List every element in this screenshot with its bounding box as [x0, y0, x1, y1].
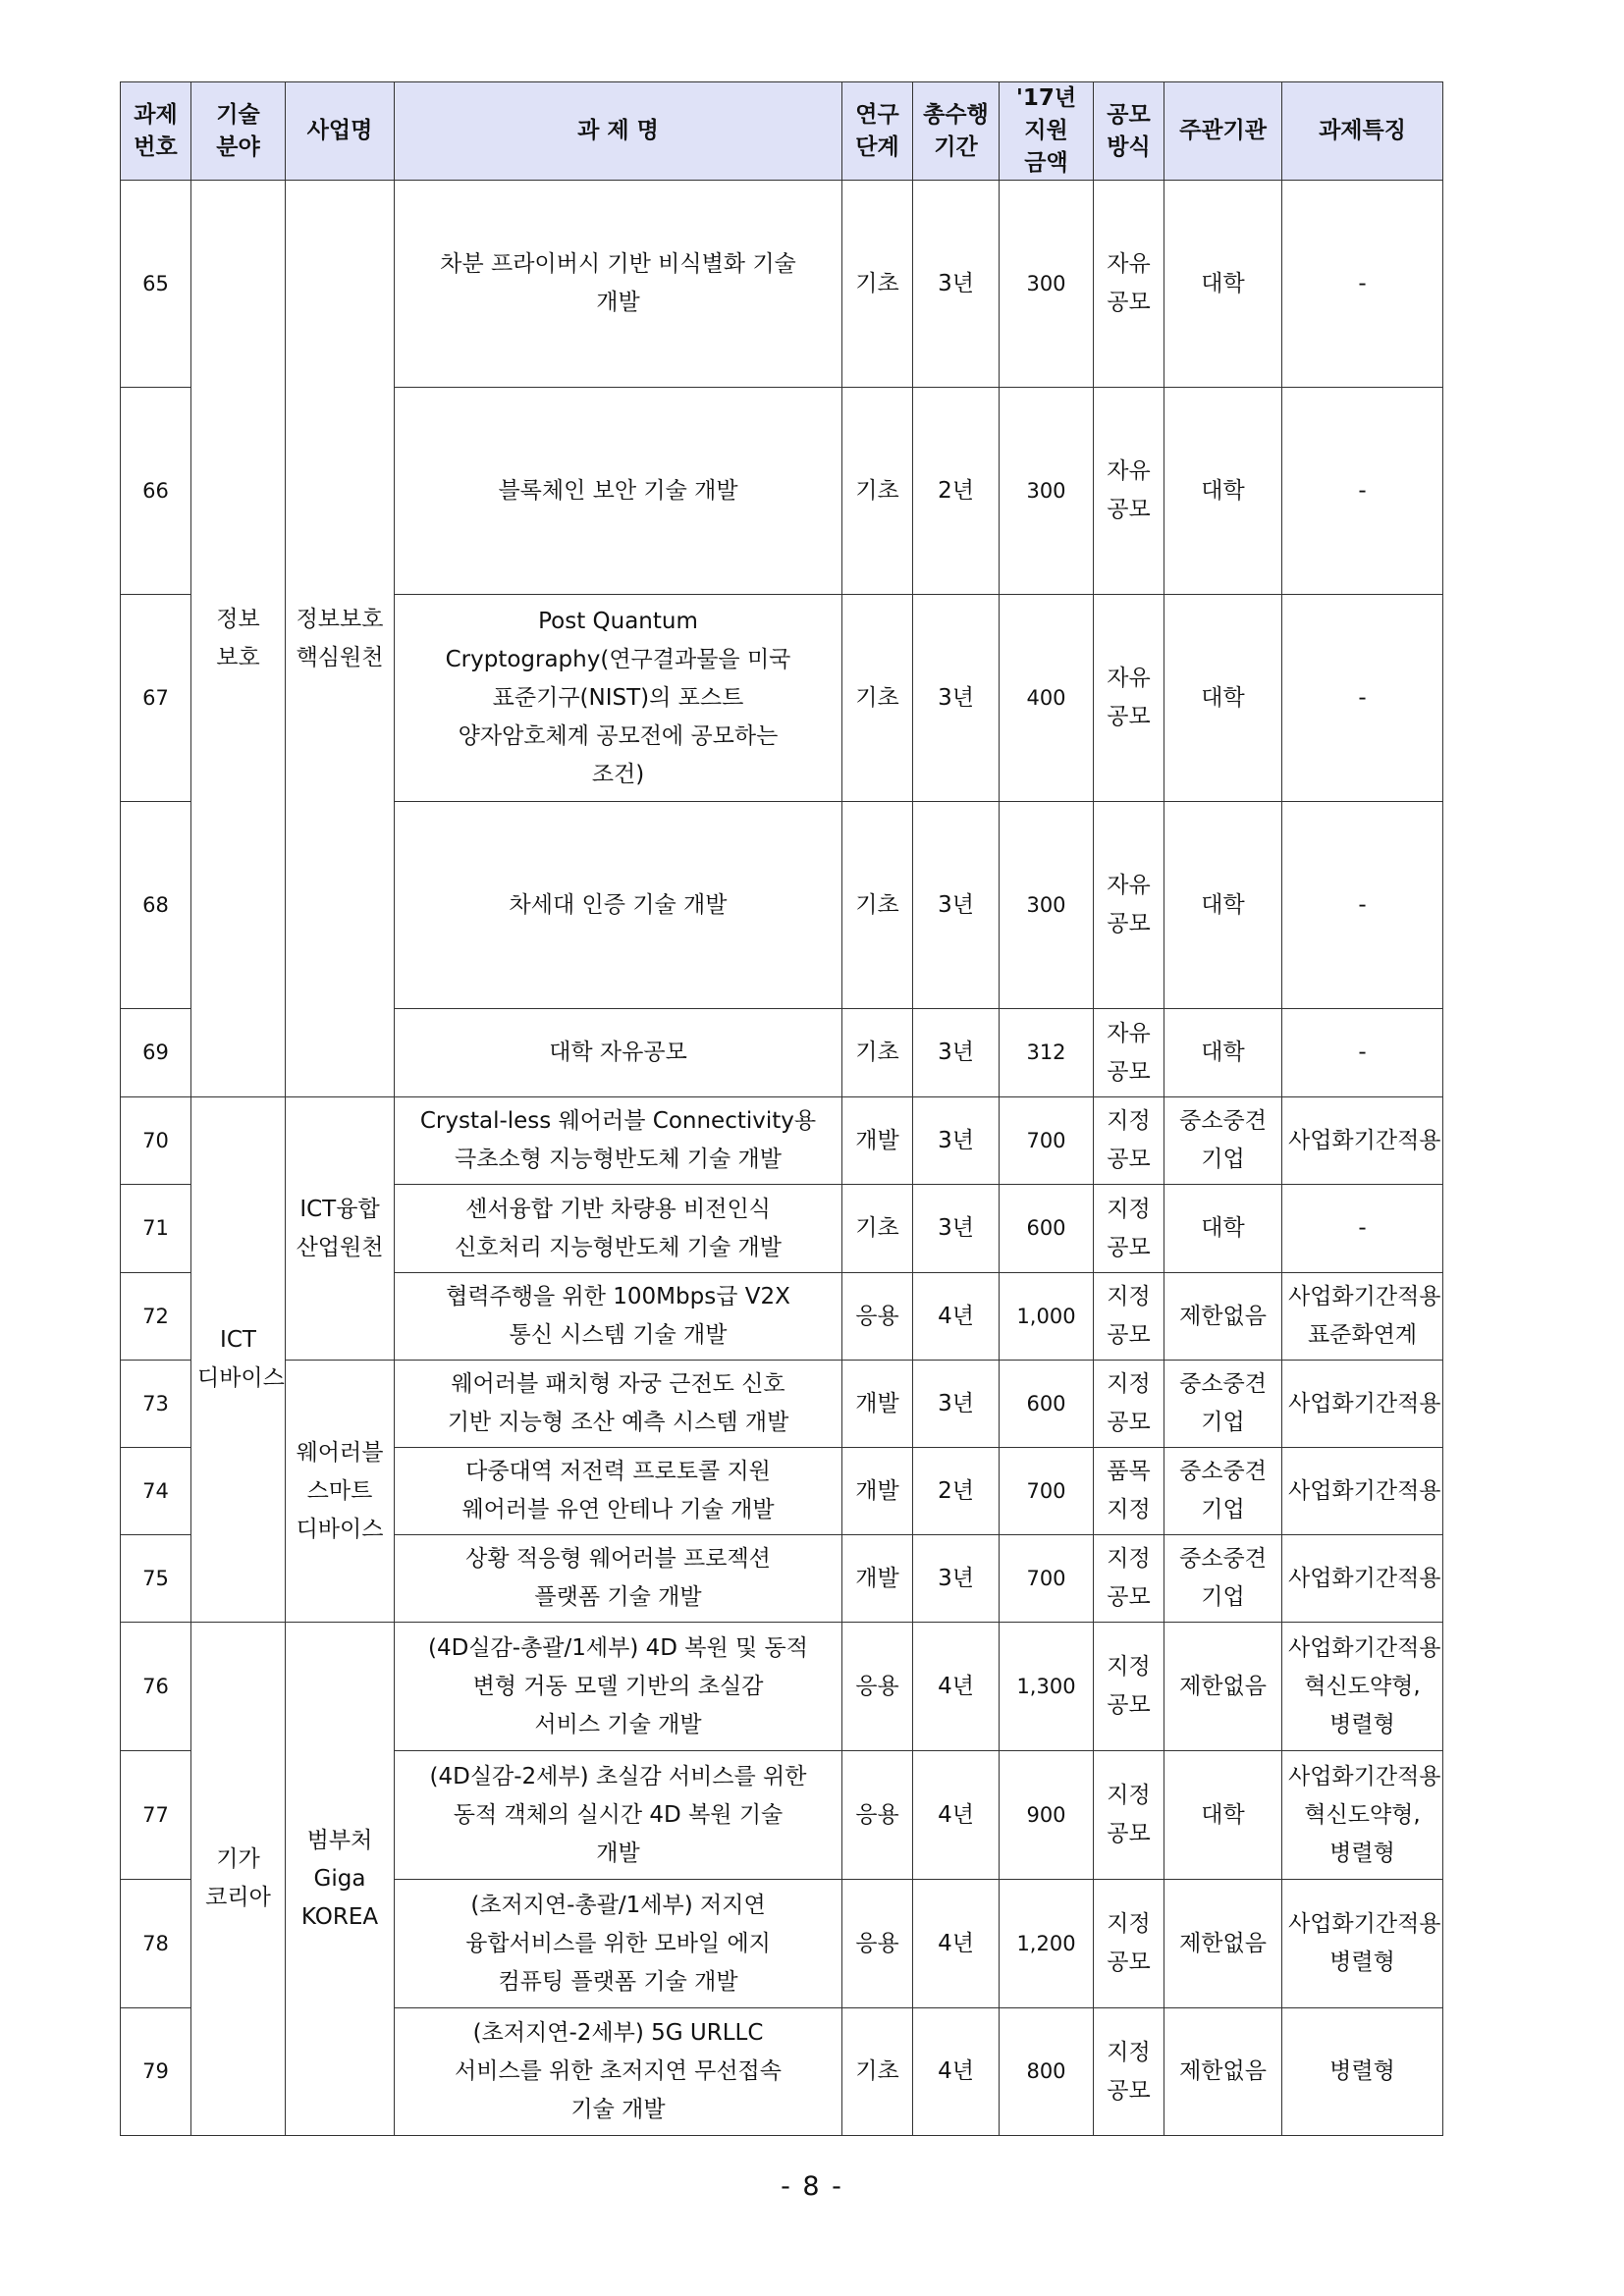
application-method: 품목 지정 — [1094, 1448, 1164, 1535]
total-period: 4년 — [913, 1880, 1000, 2008]
project-feature: 사업화기간적용 병렬형 — [1282, 1880, 1443, 2008]
lead-agency: 대학 — [1164, 1009, 1282, 1097]
research-stage: 기초 — [842, 1185, 913, 1273]
budget-amount: 700 — [1000, 1535, 1094, 1623]
project-feature: 사업화기간적용 혁신도약형, 병렬형 — [1282, 1623, 1443, 1751]
project-feature: 사업화기간적용 — [1282, 1535, 1443, 1623]
budget-amount: 1,200 — [1000, 1880, 1094, 2008]
budget-amount: 800 — [1000, 2008, 1094, 2136]
project-title: Post Quantum Cryptography(연구결과물을 미국 표준기구(NIST)의 포스트 양자암호체계 공모전에 공모하는 조건) — [395, 595, 842, 802]
total-period: 3년 — [913, 1097, 1000, 1185]
table-row — [121, 181, 1443, 388]
lead-agency: 대학 — [1164, 181, 1282, 388]
research-stage: 기초 — [842, 802, 913, 1009]
project-number: 76 — [121, 1623, 191, 1751]
budget-amount: 1,000 — [1000, 1273, 1094, 1361]
total-period: 2년 — [913, 1448, 1000, 1535]
project-title: (초저지연-2세부) 5G URLLC 서비스를 위한 초저지연 무선접속 기술 개발 — [395, 2008, 842, 2136]
header-feature: 과제특징 — [1282, 82, 1443, 181]
table-row — [121, 1097, 1443, 1185]
research-stage: 기초 — [842, 1009, 913, 1097]
total-period: 2년 — [913, 388, 1000, 595]
project-feature: - — [1282, 802, 1443, 1009]
research-stage: 개발 — [842, 1448, 913, 1535]
project-title: 웨어러블 패치형 자궁 근전도 신호 기반 지능형 조산 예측 시스템 개발 — [395, 1361, 842, 1448]
budget-amount: 700 — [1000, 1448, 1094, 1535]
project-number: 78 — [121, 1880, 191, 2008]
project-number: 68 — [121, 802, 191, 1009]
lead-agency: 제한없음 — [1164, 1880, 1282, 2008]
research-stage: 기초 — [842, 2008, 913, 2136]
research-stage: 개발 — [842, 1097, 913, 1185]
research-stage: 응용 — [842, 1880, 913, 2008]
application-method: 자유 공모 — [1094, 802, 1164, 1009]
project-number: 71 — [121, 1185, 191, 1273]
project-title: 상황 적응형 웨어러블 프로젝션 플랫폼 기술 개발 — [395, 1535, 842, 1623]
project-number: 70 — [121, 1097, 191, 1185]
application-method: 지정 공모 — [1094, 1361, 1164, 1448]
header-no: 과제 번호 — [121, 82, 191, 181]
page-number: - 8 - — [781, 2171, 843, 2202]
research-stage: 개발 — [842, 1535, 913, 1623]
total-period: 3년 — [913, 802, 1000, 1009]
lead-agency: 대학 — [1164, 595, 1282, 802]
lead-agency: 중소중견 기업 — [1164, 1448, 1282, 1535]
header-title: 과 제 명 — [395, 82, 842, 181]
budget-amount: 600 — [1000, 1185, 1094, 1273]
project-title: 대학 자유공모 — [395, 1009, 842, 1097]
field-ict-device: ICT 디바이스 — [191, 1097, 286, 1623]
project-title: 블록체인 보안 기술 개발 — [395, 388, 842, 595]
lead-agency: 대학 — [1164, 1751, 1282, 1880]
total-period: 3년 — [913, 181, 1000, 388]
project-title: 센서융합 기반 차량용 비전인식 신호처리 지능형반도체 기술 개발 — [395, 1185, 842, 1273]
lead-agency: 중소중견 기업 — [1164, 1535, 1282, 1623]
project-feature: - — [1282, 595, 1443, 802]
header-period: 총수행 기간 — [913, 82, 1000, 181]
budget-amount: 300 — [1000, 802, 1094, 1009]
program-giga-korea: 범부처 Giga KOREA — [286, 1623, 395, 2136]
header-field: 기술 분야 — [191, 82, 286, 181]
application-method: 자유 공모 — [1094, 595, 1164, 802]
field-giga-korea: 기가 코리아 — [191, 1623, 286, 2136]
lead-agency: 제한없음 — [1164, 2008, 1282, 2136]
lead-agency: 대학 — [1164, 802, 1282, 1009]
project-feature: 사업화기간적용 표준화연계 — [1282, 1273, 1443, 1361]
project-title: (4D실감-2세부) 초실감 서비스를 위한 동적 객체의 실시간 4D 복원 기술 개발 — [395, 1751, 842, 1880]
project-feature: 병렬형 — [1282, 2008, 1443, 2136]
project-feature: 사업화기간적용 — [1282, 1361, 1443, 1448]
project-title: 다중대역 저전력 프로토콜 지원 웨어러블 유연 안테나 기술 개발 — [395, 1448, 842, 1535]
program-ict-convergence: ICT융합 산업원천 — [286, 1097, 395, 1361]
program-info-security-core: 정보보호 핵심원천 — [286, 181, 395, 1097]
application-method: 자유 공모 — [1094, 181, 1164, 388]
application-method: 지정 공모 — [1094, 1623, 1164, 1751]
field-info-security: 정보 보호 — [191, 181, 286, 1097]
lead-agency: 대학 — [1164, 388, 1282, 595]
project-title: 차분 프라이버시 기반 비식별화 기술 개발 — [395, 181, 842, 388]
application-method: 자유 공모 — [1094, 1009, 1164, 1097]
header-program: 사업명 — [286, 82, 395, 181]
research-stage: 개발 — [842, 1361, 913, 1448]
application-method: 지정 공모 — [1094, 1535, 1164, 1623]
budget-amount: 300 — [1000, 388, 1094, 595]
project-number: 77 — [121, 1751, 191, 1880]
total-period: 4년 — [913, 1623, 1000, 1751]
project-title: Crystal-less 웨어러블 Connectivity용 극초소형 지능형반도체 기술 개발 — [395, 1097, 842, 1185]
project-number: 73 — [121, 1361, 191, 1448]
project-feature: - — [1282, 181, 1443, 388]
project-title: 차세대 인증 기술 개발 — [395, 802, 842, 1009]
project-feature: - — [1282, 1009, 1443, 1097]
header-agency: 주관기관 — [1164, 82, 1282, 181]
total-period: 3년 — [913, 1535, 1000, 1623]
project-number: 65 — [121, 181, 191, 388]
budget-amount: 700 — [1000, 1097, 1094, 1185]
total-period: 4년 — [913, 1273, 1000, 1361]
header-method: 공모 방식 — [1094, 82, 1164, 181]
budget-amount: 300 — [1000, 181, 1094, 388]
project-title: (초저지연-총괄/1세부) 저지연 융합서비스를 위한 모바일 에지 컴퓨팅 플랫폼 기술 개발 — [395, 1880, 842, 2008]
project-number: 66 — [121, 388, 191, 595]
project-table — [120, 81, 1443, 2136]
project-number: 67 — [121, 595, 191, 802]
research-stage: 기초 — [842, 388, 913, 595]
application-method: 지정 공모 — [1094, 1751, 1164, 1880]
project-number: 75 — [121, 1535, 191, 1623]
total-period: 3년 — [913, 595, 1000, 802]
project-feature: - — [1282, 388, 1443, 595]
research-stage: 응용 — [842, 1273, 913, 1361]
application-method: 지정 공모 — [1094, 1880, 1164, 2008]
project-title: 협력주행을 위한 100Mbps급 V2X 통신 시스템 기술 개발 — [395, 1273, 842, 1361]
total-period: 4년 — [913, 1751, 1000, 1880]
total-period: 3년 — [913, 1185, 1000, 1273]
research-stage: 기초 — [842, 595, 913, 802]
header-stage: 연구 단계 — [842, 82, 913, 181]
table-row — [121, 1623, 1443, 1751]
project-number: 72 — [121, 1273, 191, 1361]
application-method: 자유 공모 — [1094, 388, 1164, 595]
project-feature: 사업화기간적용 — [1282, 1097, 1443, 1185]
header-row — [121, 82, 1443, 181]
budget-amount: 400 — [1000, 595, 1094, 802]
total-period: 3년 — [913, 1361, 1000, 1448]
lead-agency: 중소중견 기업 — [1164, 1361, 1282, 1448]
project-number: 74 — [121, 1448, 191, 1535]
total-period: 4년 — [913, 2008, 1000, 2136]
project-feature: 사업화기간적용 — [1282, 1448, 1443, 1535]
budget-amount: 900 — [1000, 1751, 1094, 1880]
application-method: 지정 공모 — [1094, 1273, 1164, 1361]
table-row — [121, 1361, 1443, 1448]
project-number: 79 — [121, 2008, 191, 2136]
application-method: 지정 공모 — [1094, 1185, 1164, 1273]
research-stage: 기초 — [842, 181, 913, 388]
program-wearable-smart-device: 웨어러블 스마트 디바이스 — [286, 1361, 395, 1623]
project-number: 69 — [121, 1009, 191, 1097]
application-method: 지정 공모 — [1094, 2008, 1164, 2136]
project-title: (4D실감-총괄/1세부) 4D 복원 및 동적 변형 거동 모델 기반의 초실감 서비스 기술 개발 — [395, 1623, 842, 1751]
project-feature: - — [1282, 1185, 1443, 1273]
lead-agency: 대학 — [1164, 1185, 1282, 1273]
total-period: 3년 — [913, 1009, 1000, 1097]
budget-amount: 1,300 — [1000, 1623, 1094, 1751]
header-budget: '17년 지원 금액 — [1000, 82, 1094, 181]
lead-agency: 제한없음 — [1164, 1623, 1282, 1751]
research-stage: 응용 — [842, 1623, 913, 1751]
budget-amount: 600 — [1000, 1361, 1094, 1448]
research-stage: 응용 — [842, 1751, 913, 1880]
application-method: 지정 공모 — [1094, 1097, 1164, 1185]
budget-amount: 312 — [1000, 1009, 1094, 1097]
project-feature: 사업화기간적용 혁신도약형, 병렬형 — [1282, 1751, 1443, 1880]
lead-agency: 제한없음 — [1164, 1273, 1282, 1361]
lead-agency: 중소중견 기업 — [1164, 1097, 1282, 1185]
